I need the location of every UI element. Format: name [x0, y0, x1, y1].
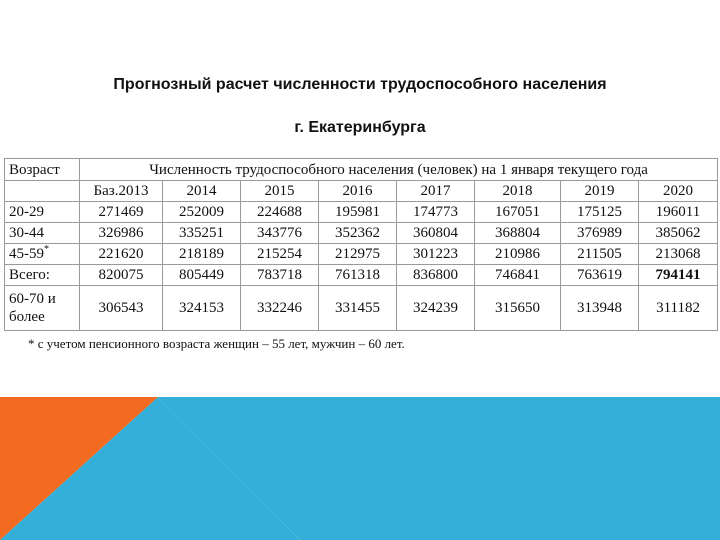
footnote: * с учетом пенсионного возраста женщин – 55 лет, мужчин – 60 лет.: [28, 336, 405, 351]
value-cell: 352362: [319, 223, 397, 244]
age-cell: 30-44: [5, 223, 80, 244]
value-cell: 252009: [163, 202, 241, 223]
value-cell: 324153: [163, 286, 241, 331]
footnote-mark: *: [44, 244, 49, 255]
year-header-cell: 2019: [561, 181, 639, 202]
value-cell: 212975: [319, 244, 397, 265]
value-cell: 301223: [397, 244, 475, 265]
age-cell: 20-29: [5, 202, 80, 223]
value-cell: 311182: [639, 286, 718, 331]
value-cell: 376989: [561, 223, 639, 244]
value-cell: 332246: [241, 286, 319, 331]
value-cell: 331455: [319, 286, 397, 331]
year-header-cell: 2016: [319, 181, 397, 202]
value-cell: 213068: [639, 244, 718, 265]
value-cell: 836800: [397, 265, 475, 286]
year-header-cell: 2020: [639, 181, 718, 202]
value-cell: 324239: [397, 286, 475, 331]
value-cell: 368804: [475, 223, 561, 244]
value-cell-highlighted: 794141: [639, 265, 718, 286]
year-header-cell: 2017: [397, 181, 475, 202]
value-cell: 326986: [80, 223, 163, 244]
value-cell: 306543: [80, 286, 163, 331]
age-column-header: Возраст: [5, 159, 80, 181]
value-cell: 215254: [241, 244, 319, 265]
value-cell: 315650: [475, 286, 561, 331]
value-cell: 196011: [639, 202, 718, 223]
value-cell: 385062: [639, 223, 718, 244]
value-cell: 343776: [241, 223, 319, 244]
year-header-cell: 2014: [163, 181, 241, 202]
value-cell: 210986: [475, 244, 561, 265]
value-cell: 175125: [561, 202, 639, 223]
value-cell: 195981: [319, 202, 397, 223]
population-group-header: Численность трудоспособного населения (человек) на 1 января текущего года: [80, 159, 718, 181]
value-cell: 335251: [163, 223, 241, 244]
value-cell: 211505: [561, 244, 639, 265]
value-cell: 224688: [241, 202, 319, 223]
year-header-cell: Баз.2013: [80, 181, 163, 202]
slide-title-line2: г. Екатеринбурга: [294, 119, 426, 136]
value-cell: 271469: [80, 202, 163, 223]
value-cell: 174773: [397, 202, 475, 223]
value-cell: 221620: [80, 244, 163, 265]
value-cell: 218189: [163, 244, 241, 265]
value-cell: 805449: [163, 265, 241, 286]
value-cell: 763619: [561, 265, 639, 286]
year-header-cell: 2015: [241, 181, 319, 202]
value-cell: 746841: [475, 265, 561, 286]
value-cell: 167051: [475, 202, 561, 223]
value-cell: 313948: [561, 286, 639, 331]
age-cell: 60-70 и более: [5, 286, 80, 331]
age-cell: Всего:: [5, 265, 80, 286]
value-cell: 783718: [241, 265, 319, 286]
value-cell: 761318: [319, 265, 397, 286]
year-header-cell: 2018: [475, 181, 561, 202]
slide-title-line1: Прогнозный расчет численности трудоспособного населения: [113, 76, 607, 93]
value-cell: 360804: [397, 223, 475, 244]
value-cell: 820075: [80, 265, 163, 286]
age-label: 45-59: [9, 246, 44, 262]
